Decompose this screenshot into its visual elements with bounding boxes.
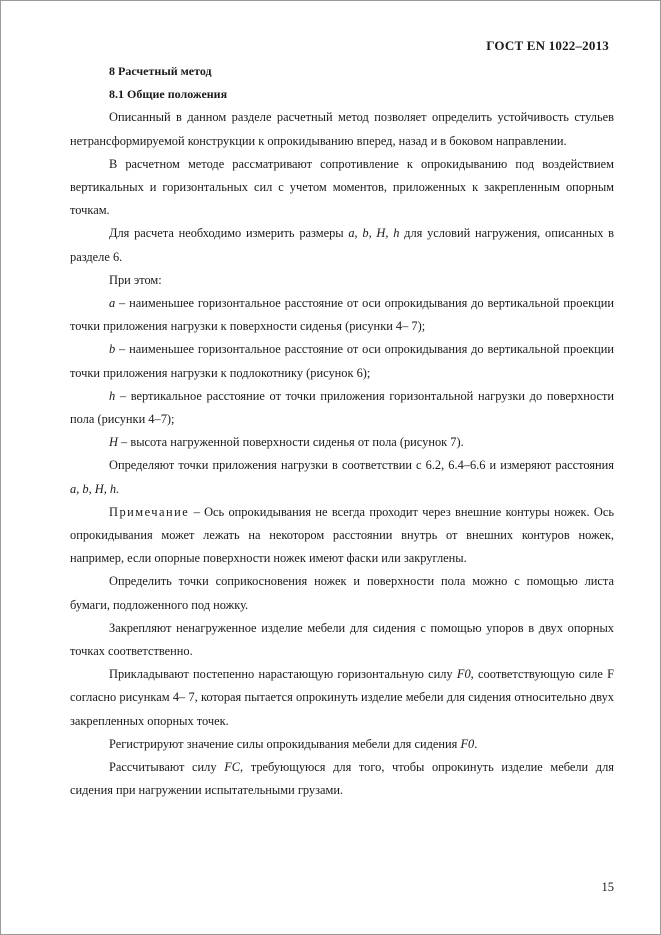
paragraph: Закрепляют ненагруженное изделие мебели для сидения с помощью упоров в двух опорных точках соответственно. [70,620,614,659]
paragraph-text: Регистрируют значение силы опрокидывания мебели для сидения [109,736,461,751]
page-number: 15 [601,880,614,894]
paragraph: Определить точки соприкосновения ножек и поверхности пола можно с помощью листа бумаги, подложенного под ножку. [70,574,614,612]
definition-item [70,385,614,431]
paragraph-text: , соответствующую силе F согласно рисункам 4– 7, которая пытается опрокинуть изделие мебели для сидения относительно двух закрепленных опорных точек. [70,667,614,728]
paragraph-text: Рассчитывают силу [109,760,225,775]
paragraph [70,733,614,756]
note-label: Примечание [109,504,190,519]
variable-list: a, b, H, h [348,226,400,241]
definition-text: – вертикальное расстояние от точки приложения горизонтальной нагрузки до поверхности пола (рисунки 4–7); [70,388,614,427]
note-text: – Ось опрокидывания не всегда проходит через внешние контуры ножек. Ось опрокидывания может лежать на некотором расстоянии внутрь от внешних контуров ножек, например, если опорные поверхности ножек имеют фаски или закруглены. [70,504,614,566]
variable-list: a, b, H, h. [70,481,120,496]
definition-text: – наименьшее горизонтальное расстояние от оси опрокидывания до вертикальной проекции точки приложения нагрузки к подлокотнику (рисунок 6); [70,342,614,380]
variable: a [109,296,116,311]
paragraph [70,454,614,500]
variable: FC [224,760,241,775]
paragraph-text: Определяют точки приложения нагрузки в соответствии с 6.2, 6.4–6.6 и измеряют расстояния [109,458,614,473]
paragraph-text: . [474,736,478,751]
paragraph: При этом: [109,272,162,287]
paragraph-text: Прикладывают постепенно нарастающую горизонтальную силу [109,667,457,682]
page-content [70,60,614,803]
variable: h [109,388,116,403]
variable: F0 [456,667,471,682]
definition-text: – наименьшее горизонтальное расстояние от оси опрокидывания до вертикальной проекции точки приложения нагрузки к поверхности сиденья (рисунки 4– 7); [70,296,614,334]
paragraph [70,222,614,268]
paragraph: В расчетном методе рассматривают сопротивление к опрокидыванию под воздействием вертикальных и горизонтальных сил с учетом моментов, приложенных к закрепленным опорным точкам. [70,156,614,218]
paragraph [70,663,614,733]
note [70,501,614,571]
subsection-title: 8.1 Общие положения [109,87,228,102]
paragraph-text: Для расчета необходимо измерить размеры [109,226,349,241]
variable: H [109,435,118,450]
paragraph: Описанный в данном разделе расчетный метод позволяет определить устойчивость стульев нетрансформируемой конструкции к опрокидыванию вперед, назад и в боковом направлении. [70,110,614,148]
paragraph [70,756,614,802]
variable: b [109,342,116,357]
document-header: ГОСТ EN 1022–2013 [486,38,609,53]
section-title: 8 Расчетный метод [109,64,212,78]
variable: F0 [460,736,475,751]
definition-item [70,338,614,384]
paragraph-text: для условий нагружения, описанных в разделе 6. [70,226,614,264]
definition-text: – высота нагруженной поверхности сиденья от пола (рисунок 7). [117,435,464,450]
paragraph-text: , требующуюся для того, чтобы опрокинуть изделие мебели для сидения при нагружении испытательными грузами. [70,760,614,798]
definition-item [70,431,614,454]
definition-item [70,292,614,338]
